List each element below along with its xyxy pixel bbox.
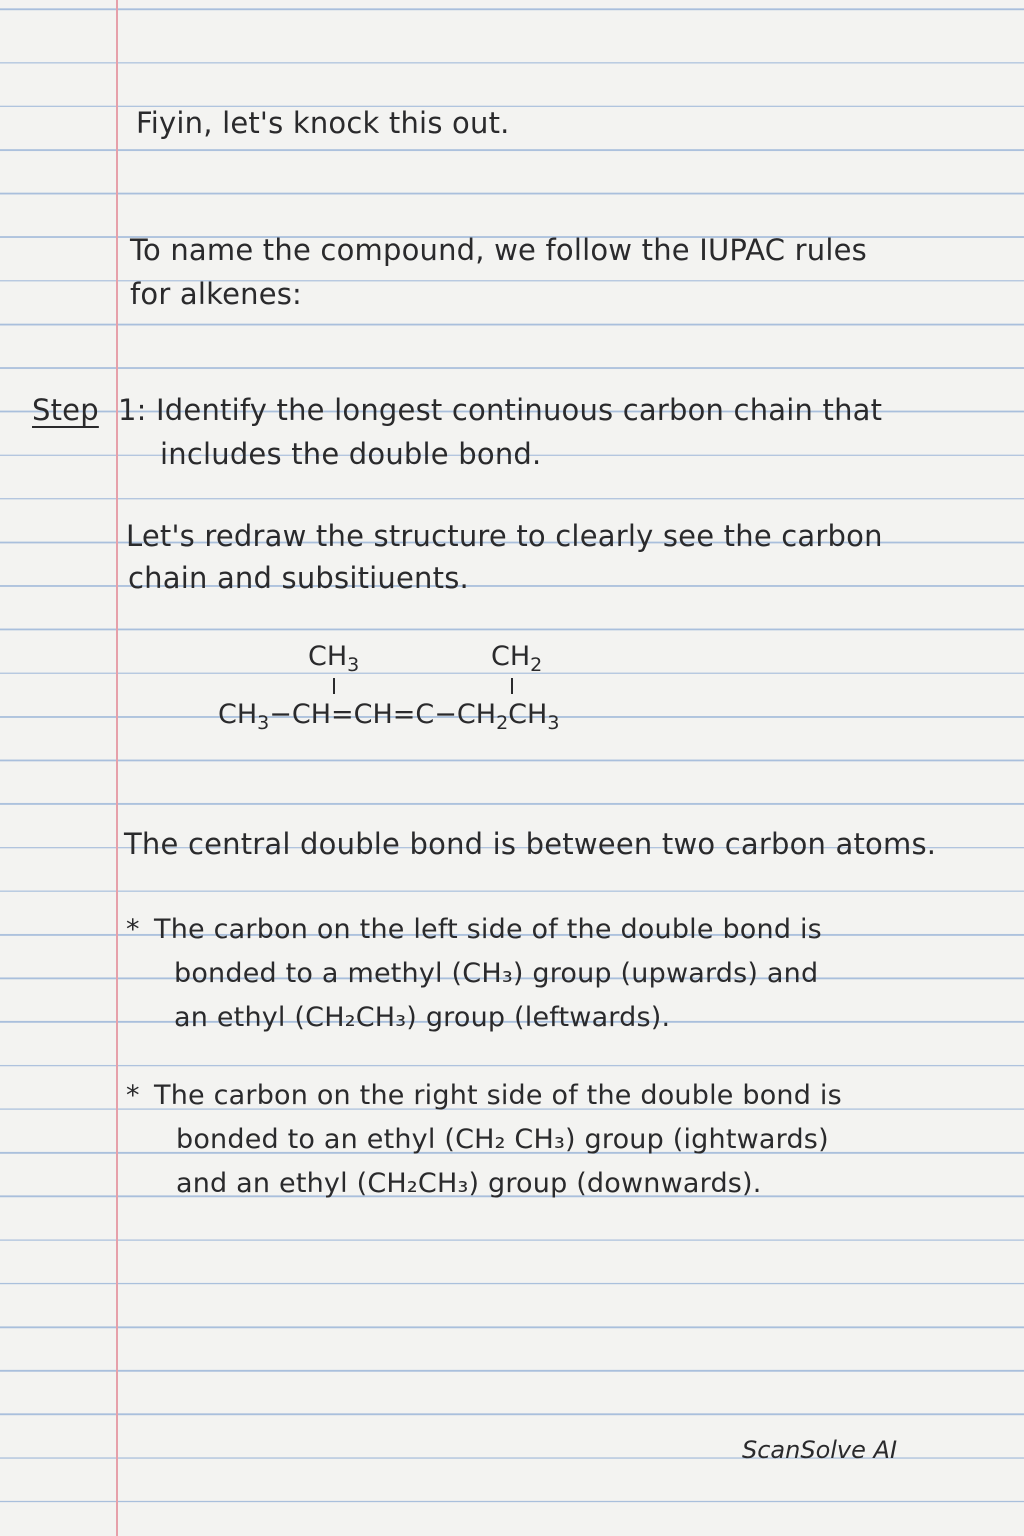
chain-sub-1: 3 [257,712,270,734]
chain-sub-3: 3 [547,712,560,734]
greeting-text: Fiyin, let's knock this out. [136,106,510,140]
branch-methylene [491,641,542,676]
bullet-2-line-2: bonded to an ethyl (CH₂ CH₃) group (ightwards) [176,1124,829,1155]
bullet-1-marker: * [126,914,140,945]
chain-middle: −CH=CH=C−CH [269,699,497,730]
scansolve-watermark: ScanSolve AI [742,1436,898,1464]
chain-ch3-left: CH [218,699,258,730]
bond-right-vertical [511,678,513,694]
notebook-margin-line [116,0,118,1536]
branch-methyl-sub: 3 [347,654,360,676]
intro-line-1: To name the compound, we follow the IUPAC rules [130,233,867,267]
branch-methylene-ch: CH [491,641,531,672]
bullet-1-line-2: bonded to a methyl (CH₃) group (upwards) and [174,958,819,989]
bullet-1-line-1: The carbon on the left side of the double bond is [154,914,822,945]
central-note: The central double bond is between two carbon atoms. [124,827,937,861]
bullet-2-line-1: The carbon on the right side of the double bond is [154,1080,842,1111]
bullet-1-line-3: an ethyl (CH₂CH₃) group (leftwards). [174,1002,671,1033]
chain-ch3-right: CH [508,699,548,730]
main-chain [218,699,559,734]
branch-methylene-sub: 2 [530,654,543,676]
redraw-line-1: Let's redraw the structure to clearly see the carbon [126,519,883,553]
chain-sub-2: 2 [496,712,509,734]
bond-left-vertical [333,678,335,694]
step1-line-2: includes the double bond. [160,437,542,471]
intro-line-2: for alkenes: [130,277,303,311]
branch-methyl-ch: CH [308,641,348,672]
step-label: Step [32,393,99,427]
step1-line-1: 1: Identify the longest continuous carbon chain that [118,393,883,427]
redraw-line-2: chain and subsitiuents. [128,561,469,595]
bullet-2-marker: * [126,1080,140,1111]
bullet-2-line-3: and an ethyl (CH₂CH₃) group (downwards). [176,1168,762,1199]
branch-methyl [308,641,359,676]
